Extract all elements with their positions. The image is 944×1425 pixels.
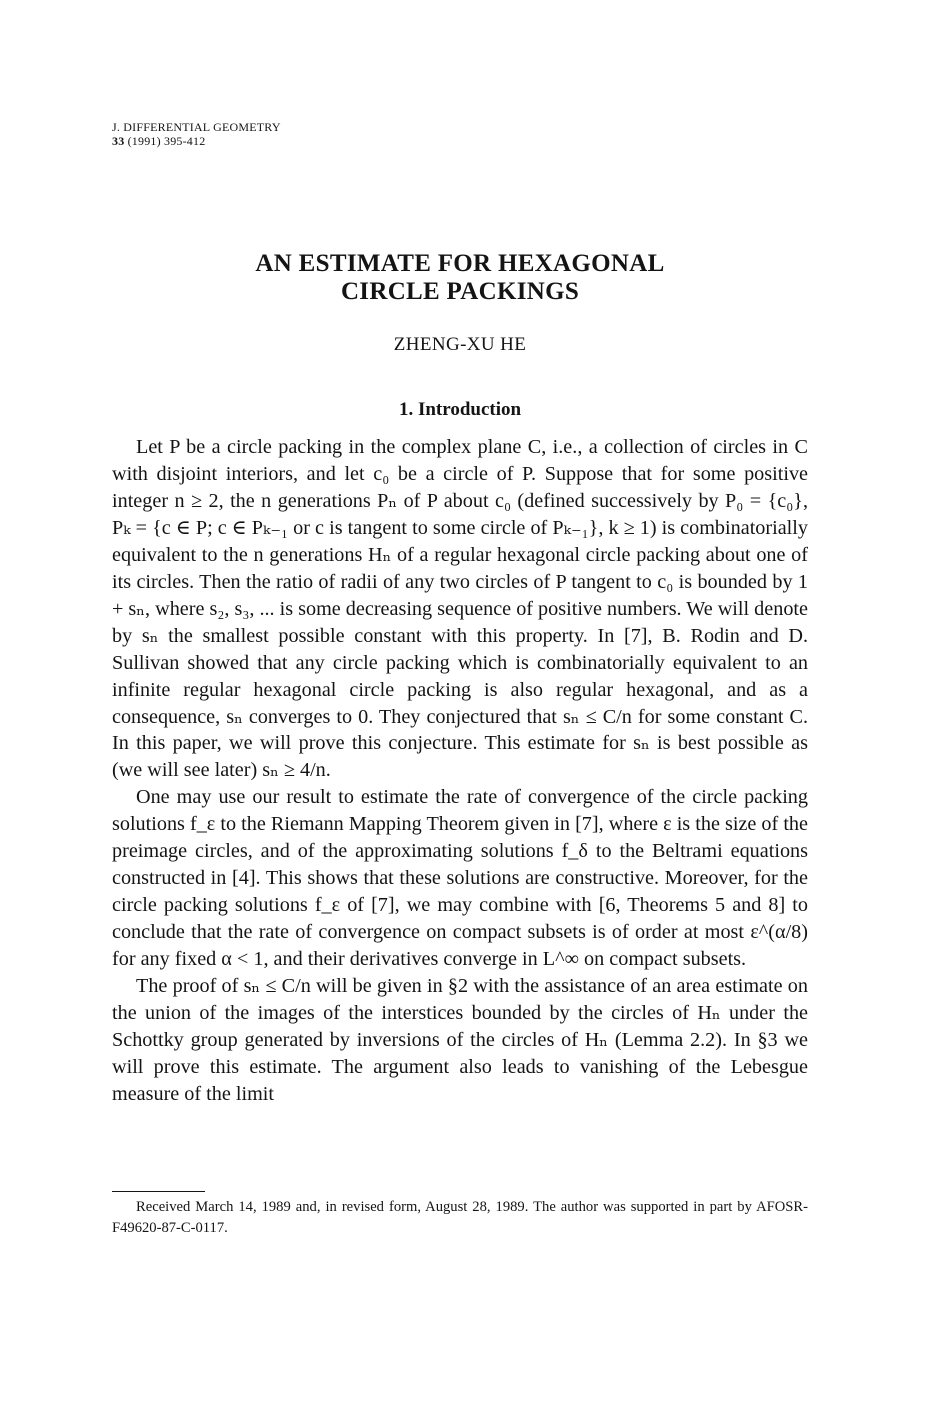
- paper-title: [0, 250, 920, 306]
- year-pages: (1991) 395-412: [127, 134, 206, 148]
- footnote: Received March 14, 1989 and, in revised form, August 28, 1989. The author was supported in part by AFOSR-F49620-87-C-0117.: [112, 1199, 808, 1236]
- section-heading: 1. Introduction: [398, 399, 522, 420]
- paragraph: Let P be a circle packing in the complex plane C, i.e., a collection of circles in C with disjoint interiors, and let c₀ be a circle of P. Suppose that for some positive integer n ≥ 2, the n generations Pₙ of P about c₀ (defined successively by P₀ = {c₀}, Pₖ = {c ∈ P; c ∈ Pₖ₋₁ or c is tangent to some circle of Pₖ₋₁}, k ≥ 1) is combinatorially equivalent to the n generations Hₙ of a regular hexagonal circle packing about one of its circles. Then the ratio of radii of any two circles of P tangent to c₀ is bounded by 1 + sₙ, where s₂, s₃, ... is some decreasing sequence of positive numbers. We will denote by sₙ the smallest possible constant with this property. In [7], B. Rodin and D. Sullivan showed that any circle packing which is combinatorially equivalent to an infinite regular hexagonal circle packing is also regular hexagonal, and as a consequence, sₙ converges to 0. They conjectured that sₙ ≤ C/n for some constant C. In this paper, we will prove this conjecture. This estimate for sₙ is best possible as (we will see later) sₙ ≥ 4/n.: [112, 436, 808, 782]
- title-line-1: AN ESTIMATE FOR HEXAGONAL: [255, 250, 665, 277]
- journal-name: J. DIFFERENTIAL GEOMETRY: [112, 120, 281, 134]
- author-name: ZHENG-XU HE: [393, 334, 527, 355]
- footnote-rule: [112, 1191, 205, 1192]
- volume-number: 33: [112, 134, 125, 148]
- journal-header: [112, 120, 281, 148]
- paragraph: One may use our result to estimate the rate of convergence of the circle packing solutions f_ε to the Riemann Mapping Theorem given in [7], where ε is the size of the preimage circles, and of the approximating solutions f_δ to the Beltrami equations constructed in [4]. This shows that these solutions are constructive. Moreover, for the circle packing solutions f_ε of [7], we may combine with [6, Theorems 5 and 8] to conclude that the rate of convergence on compact subsets is of order at most ε^(α/8) for any fixed α < 1, and their derivatives converge in L^∞ on compact subsets.: [112, 786, 808, 971]
- paragraph: The proof of sₙ ≤ C/n will be given in §2 with the assistance of an area estimate on the union of the images of the interstices bounded by the circles of Hₙ under the Schottky group generated by inversions of the circles of Hₙ (Lemma 2.2). In §3 we will prove this estimate. The argument also leads to vanishing of the Lebesgue measure of the limit: [112, 975, 808, 1105]
- journal-volume-line: [112, 134, 281, 148]
- title-line-2: CIRCLE PACKINGS: [340, 278, 580, 305]
- body-text: [112, 434, 808, 1108]
